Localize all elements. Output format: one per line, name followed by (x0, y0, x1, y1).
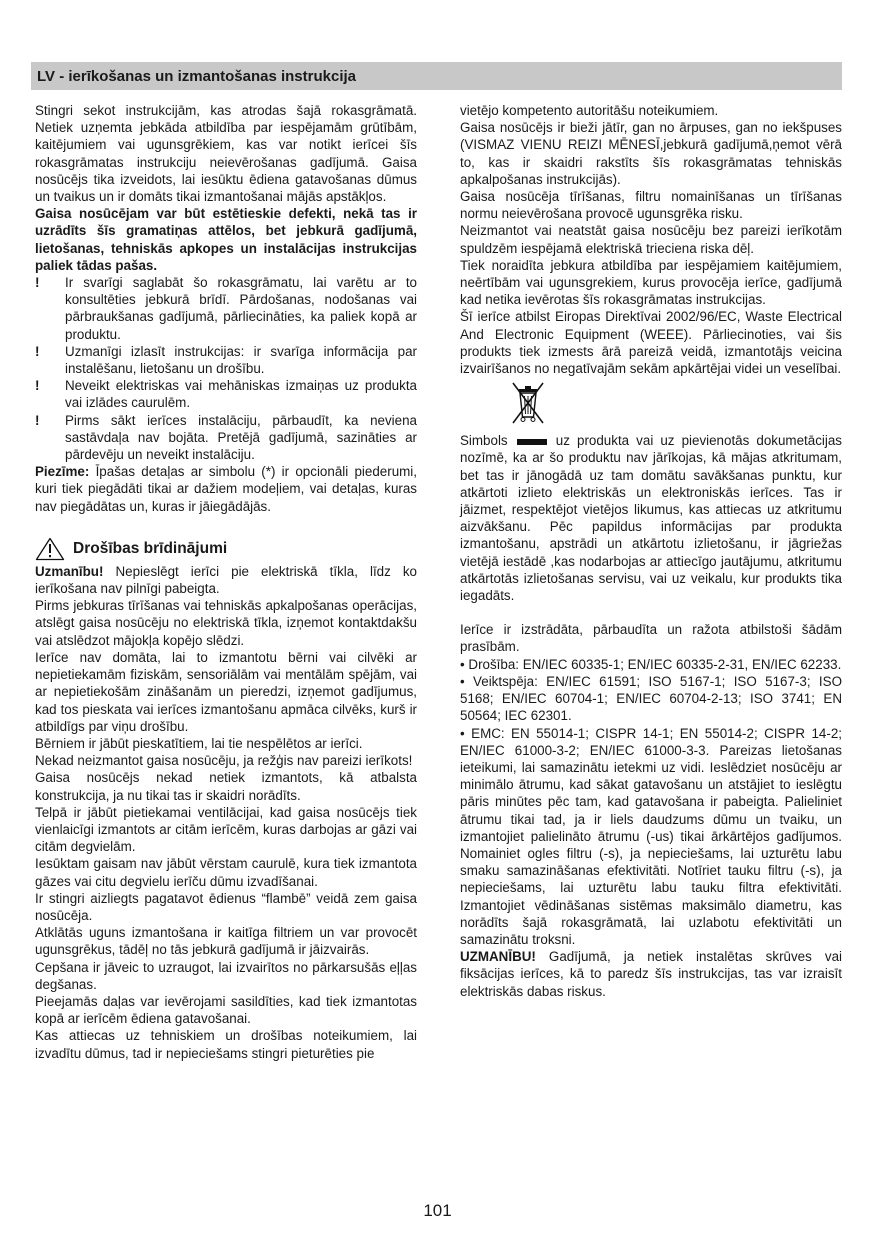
text-paragraph: Gaisa nosūcēja tīrīšanas, filtru nomainīšanas un tīrīšanas normu neievērošana provocē ugunsgrēka risku. (460, 189, 842, 222)
attention-label: Uzmanību! (35, 563, 104, 579)
symbol-paragraph (460, 432, 842, 604)
black-bar-icon (517, 439, 547, 445)
symbol-text: uz produkta vai uz pievienotās dokumetācijas nozīmē, ka ar šo produktu nav jārīkojas, kā mājas atkritumam, bet tas ir jānogādā uz tam domātu savākšanas punktu, kur atkārtoti izlieto elektriskās un elektroniskās ierīces. Tas ir jāizmet, respektējot vietējos likumus, kas attiecas uz atkritumu aizvākšanu. Pēc papildus informācijas par produkta izmantošanu, apstrādi un atkārtotu izlietošanu, ir jāgriežas vietējā iestādē ,kas nodarbojas ar attiecīgo jautājumu, atkritumu atkārtotās izlietošanas servisu, vai uz veikalu, kur produkts tika iegadāts. (460, 433, 842, 604)
bullet-text: Pirms sākt ierīces instalāciju, pārbaudīt, ka neviena sastāvdaļa nav bojāta. Pretējā gadījumā, sazināties ar pārdevēju un neveikt instalāciju. (65, 412, 417, 463)
note-label: Piezīme: (35, 464, 90, 480)
page-title: LV - ierīkošanas un izmantošanas instrukcija (37, 68, 356, 85)
bullet-item (35, 343, 417, 377)
warning-text: Gadījumā, ja netiek instalētas skrūves vai fiksācijas ierīces, kā to paredz šīs instrukcijas, tas var izraisīt elektriskās dabas riskus. (460, 949, 842, 999)
exclamation-icon: ! (35, 343, 40, 359)
weee-symbol (460, 378, 842, 430)
standard-item: • EMC: EN 55014-1; CISPR 14-1; EN 55014-2; CISPR 14-2; EN/IEC 61000-3-2; EN/IEC 61000-3-3. Pareizas lietošanas ieteikumi, lai samazinātu ietekmi uz vidi. Ieslēdziet nosūcēju ar minimālo ātrumu, kad sākat gatavošanu un atstājiet to ieslēgtu pāris minūtes pēc tam, kad gatavošana ir pabeigta. Palieliniet ātrumu tikai tad, ja ir liels daudzums dūmu un tvaiku, un izmantojiet palielināto ātrumu (-us) tikai ārkārtējos gadījumos. Nomainiet ogles filtru (-s), ja nepieciešams, lai uzturētu labu smaku samazināšanas efektivitāti. Notīriet tauku filtru (-s), ja nepieciešams, lai uzturētu labu tauku filtra efektivitāti. Izmantojiet vēdināšanas sistēmas maksimālo diametru, kas norādīts šajā rokasgrāmatā, lai uzlabotu efektivitāti un samazinātu troksni. (460, 725, 842, 947)
safety-paragraph: Kas attiecas uz tehniskiem un drošības noteikumiem, lai izvadītu dūmus, tad ir nepieciešams stingri pieturēties pie (35, 1028, 417, 1061)
safety-paragraph: Gaisa nosūcējs nekad netiek izmantots, kā atbalsta konstrukcija, ja nu tikai tas ir skaidri norādīts. (35, 770, 417, 803)
warning-paragraph (460, 948, 842, 1000)
warning-label: UZMANĪBU! (460, 949, 536, 965)
warning-triangle-icon (35, 537, 65, 561)
safety-paragraph: Ir stingri aizliegts pagatavot ēdienus “flambē” veidā zem gaisa nosūcēja. (35, 890, 417, 923)
safety-paragraph: Atklātās uguns izmantošana ir kaitīga filtriem un var provocēt ugunsgrēkus, tādēļ no tās jebkurā gadījumā ir jāizvairās. (35, 925, 417, 958)
exclamation-icon: ! (35, 275, 40, 291)
bullet-item (35, 412, 417, 464)
bullet-text: Ir svarīgi saglabāt šo rokasgrāmatu, lai varētu ar to konsultēties jebkurā brīdī. Pārdošanas, nodošanas vai pārbraukšanas gadījumā, pārliecināties, ka paliek kopā ar produktu. (65, 275, 417, 342)
spacer (460, 604, 842, 621)
safety-heading-text: Drošības brīdinājumi (73, 540, 228, 558)
standard-item: • Drošība: EN/IEC 60335-1; EN/IEC 60335-2-31, EN/IEC 62233. (460, 656, 842, 672)
safety-paragraph: Ierīce nav domāta, lai to izmantotu bērni vai cilvēki ar nepietiekamām fiziskām, sensoriālām vai mentālām spējām, vai ar nepietiekošām zināšanām un pieredzi, izņemot gadījumus, kad tos pieskata vai ierīces izmantošanu apmāca cilvēks, kurš ir atbildīgs par viņu drošību. (35, 649, 417, 734)
note-text: Īpašas detaļas ar simbolu (*) ir opcionāli piederumi, kuri tiek piegādāti tikai ar dažiem modeļiem, vai detaļas, kuras nav piegādātas un, kuras ir jāiegādājās. (35, 464, 417, 514)
attention-text: Nepieslēgt ierīci pie elektriskā tīkla, līdz ko ierīkošana nav pilnīgi pabeigta. (35, 563, 417, 597)
note-paragraph (35, 463, 417, 515)
text-paragraph: Gaisa nosūcējs ir bieži jātīr, gan no ārpuses, gan no iekšpuses (VISMAZ VIENU REIZI MĒNESĪ,jebkurā gadījumā,ņemot vērā to, kas ir skaidri rakstīts šīs rokasgrāmatas tehniskās apkalpošanas instrukcijās). (460, 120, 842, 187)
bullet-text: Uzmanīgi izlasīt instrukcijas: ir svarīga informācija par instalēšanu, lietošanu un drošību. (65, 343, 417, 377)
safety-paragraph: Nekad neizmantot gaisa nosūcēju, ja režģis nav pareizi ierīkots! (35, 753, 413, 769)
safety-heading (35, 537, 417, 561)
bullet-text: Neveikt elektriskas vai mehāniskas izmaiņas uz produkta vai izlādes caurulēm. (65, 378, 417, 411)
right-column (460, 102, 842, 1000)
symbol-prefix: Simbols (460, 433, 508, 449)
attention-paragraph (35, 563, 417, 597)
left-column (35, 102, 417, 1062)
exclamation-icon: ! (35, 412, 40, 428)
intro-paragraph: Stingri sekot instrukcijām, kas atrodas šajā rokasgrāmatā. Netiek uzņemta jebkāda atbildība par iespējamām grūtībām, kaitējumiem vai ugunsgrēkiem, kas var notikt ierīcei šīs rokasgrāmatas instrukciju neievērošanas gadījumā. Gaisa nosūcējs tika izveidots, lai iesūktu ēdiena gatavošanas dūmus un tvaikus un ir domāts tikai izmantošanai mājās apstākļos. (35, 103, 417, 205)
standard-item: • Veiktspēja: EN/IEC 61591; ISO 5167-1; ISO 5167-3; ISO 5168; EN/IEC 60704-1; EN/IEC 60704-2-13; ISO 3741; EN 50564; IEC 62301. (460, 673, 842, 724)
safety-paragraph: Cepšana ir jāveic to uzraugot, lai izvairītos no pārkarsušās eļļas degšanas. (35, 959, 417, 992)
safety-paragraph: Pieejamās daļas var ievērojami sasildīties, kad tiek izmantotas kopā ar ierīcēm ēdiena gatavošanai. (35, 993, 417, 1027)
text-paragraph: vietējo kompetento autoritāšu noteikumiem. (460, 103, 719, 118)
weee-paragraph: Šī ierīce atbilst Eiropas Direktīvai 2002/96/EC, Waste Electrical And Electronic Equipment (WEEE). Pārliecinoties, vai šis produkts tiek izmests ārā pareizā veidā, izmantotājs veicina izvairīšanos no negatīvajām sekām apkārtējai videi un veselībai. (460, 309, 842, 377)
text-paragraph: Tiek noraidīta jebkura atbildība par iespējamiem kaitējumiem, neērtībām vai ugunsgrekiem, kurus provocēja ierīce, gadījumā kad netika ievērotas šīs rokasgrāmatas instrukcijas. (460, 257, 842, 308)
crossed-out-bin-icon (508, 378, 548, 428)
safety-paragraph: Bērniem ir jābūt pieskatītiem, lai tie nespēlētos ar ierīci. (35, 735, 363, 751)
safety-paragraph: Telpā ir jābūt pietiekamai ventilācijai, kad gaisa nosūcējs tiek vienlaicīgi izmantots ar citām ierīcēm, kuras darbojas ar gāzi vai citām degvielām. (35, 804, 417, 855)
standards-intro: Ierīce ir izstrādāta, pārbaudīta un ražota atbilstoši šādām prasībām. (460, 622, 842, 655)
safety-paragraph: Pirms jebkuras tīrīšanas vai tehniskās apkalpošanas operācijas, atslēgt gaisa nosūcēju no elektriskā tīkla, izņemot kontaktdakšu vai atslēdzot mājokļa kopējo slēdzi. (35, 598, 417, 648)
bullet-item (35, 377, 417, 411)
text-paragraph: Neizmantot vai neatstāt gaisa nosūcēju bez pareizi ierīkotām spuldzēm iespējamā elektriskā trieciena riska dēļ. (460, 223, 842, 256)
bullet-item (35, 274, 417, 343)
exclamation-icon: ! (35, 378, 40, 394)
safety-paragraph: Iesūktam gaisam nav jābūt vērstam caurulē, kura tiek izmantota gāzes vai citu degvielu ierīču dūmu izvadīšanai. (35, 856, 417, 889)
header-bar (31, 62, 842, 90)
page-number: 101 (423, 1201, 452, 1220)
bold-note: Gaisa nosūcējam var būt estētieskie defekti, nekā tas ir uzrādīts šīs gramatiņas attēlos, bet jebkurā gadījumā, lietošanas, tehniskās apkopes un instalācijas instrukcijas paliek tādas pašas. (35, 206, 417, 273)
